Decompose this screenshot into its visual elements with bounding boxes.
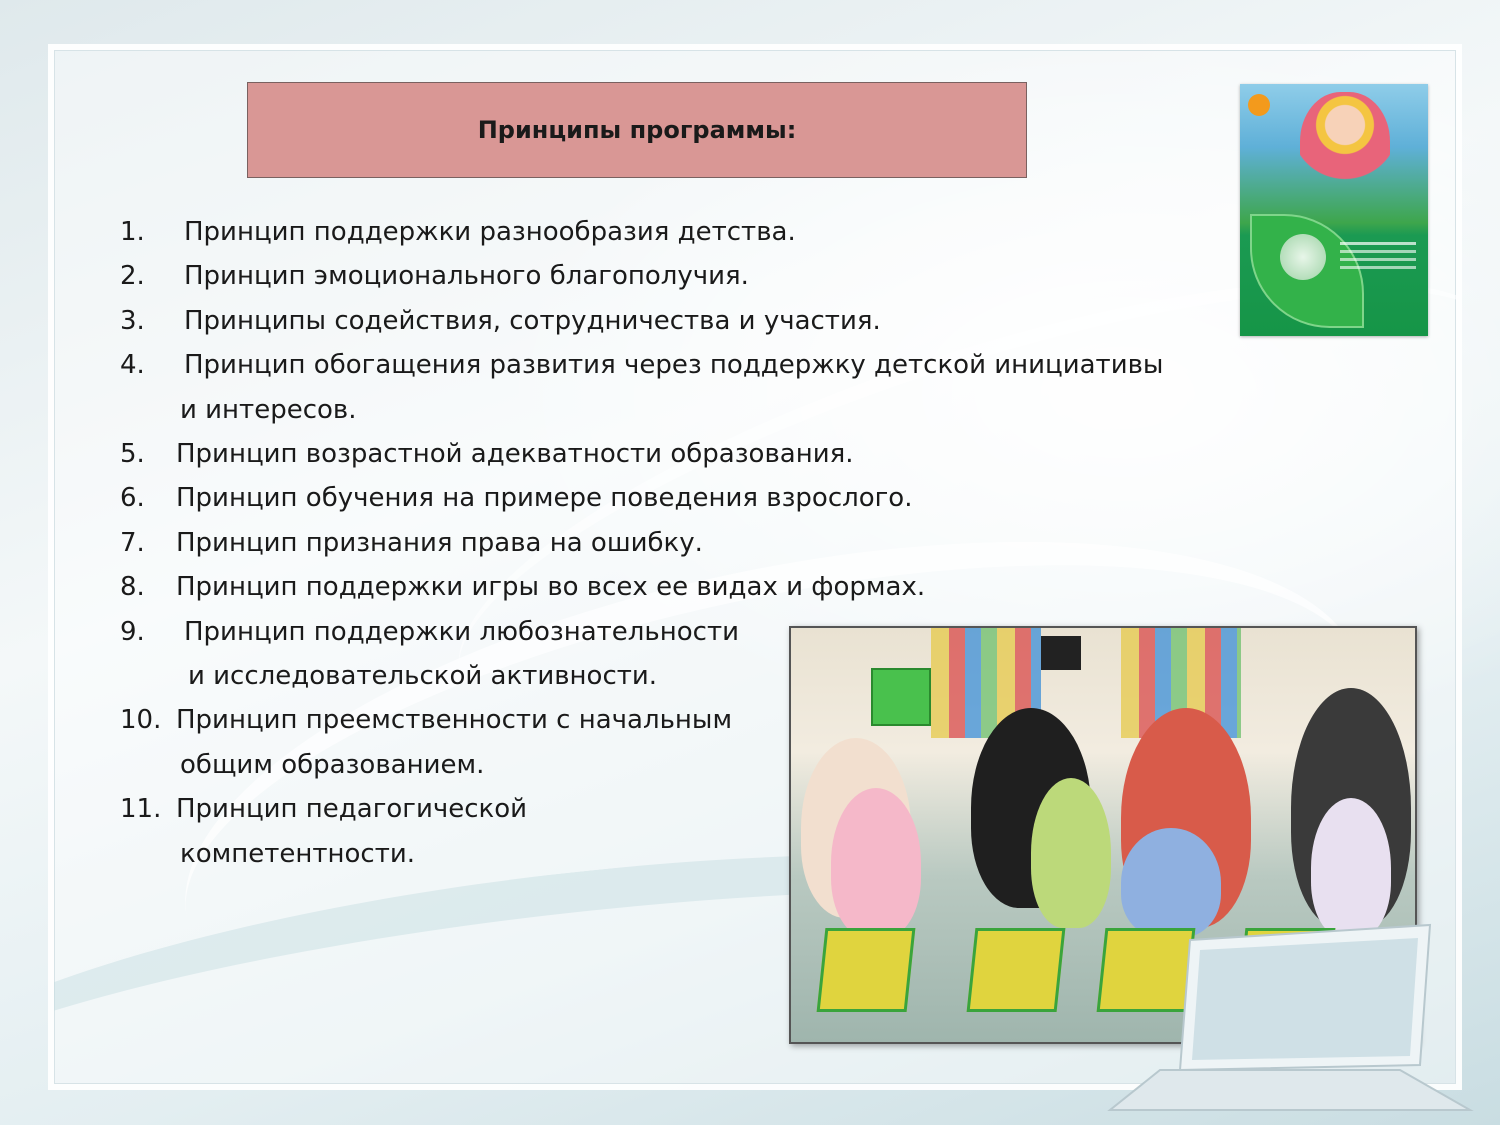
principle-number: 3. [120,305,145,336]
principle-text-continued: и интересов. [180,394,357,425]
children-with-teachers-photo [789,626,1417,1044]
cover-badge-icon [1248,94,1270,116]
principle-text: Принцип педагогической [176,794,527,825]
principle-text-continued: компетентности. [180,838,416,869]
principle-item-6 [120,476,1240,520]
principle-number: 9. [120,616,145,647]
principle-text: Принцип возрастной адекватности образования. [176,438,854,469]
cover-child-figure [1300,92,1390,202]
principle-text: Принцип поддержки любознательности [184,616,739,647]
principle-item-3 [120,299,1240,343]
photo-child [1121,828,1221,938]
principle-number: 4. [120,350,145,381]
cover-text-lines [1340,242,1416,245]
principle-item-4 [120,343,1240,432]
principle-item-5 [120,432,1240,476]
principle-text-continued: общим образованием. [180,749,485,780]
principle-text: Принцип поддержки игры во всех ее видах и формах. [176,572,926,603]
principle-number: 7. [120,527,145,558]
principle-text: Принципы содействия, сотрудничества и участия. [184,305,881,336]
slide-title: Принципы программы: [477,116,797,144]
photo-green-box [871,668,931,726]
principle-text: Принцип поддержки разнообразия детства. [184,217,796,247]
principle-number: 5. [120,438,145,469]
principle-text: Принцип обогащения развития через поддержку детской инициативы [184,350,1164,381]
principle-item-2 [120,254,1240,298]
principle-number: 1. [120,217,145,247]
slide [48,44,1462,1090]
photo-puzzle-board [1237,928,1336,1012]
photo-child [1311,798,1391,938]
principle-number: 10. [120,705,162,736]
principle-number: 6. [120,483,145,514]
principle-number: 11. [120,794,162,825]
principle-text: Принцип признания права на ошибку. [176,527,703,558]
principle-text-continued: и исследовательской активности. [188,660,658,691]
title-box [247,82,1027,178]
photo-puzzle-board [817,928,916,1012]
principle-text: Принцип эмоционального благополучия. [184,261,749,292]
photo-tv [1041,636,1081,670]
principle-item-8 [120,565,1240,609]
principle-text: Принцип обучения на примере поведения взрослого. [176,483,913,514]
photo-child [831,788,921,938]
principle-item-1 [120,210,1240,254]
principle-number: 2. [120,261,145,292]
photo-child [1031,778,1111,928]
photo-puzzle-board [1097,928,1196,1012]
program-book-cover-image [1240,84,1428,336]
photo-puzzle-board [967,928,1066,1012]
cover-emblem-icon [1280,234,1326,280]
principle-text: Принцип преемственности с начальным [176,705,733,736]
principle-item-7 [120,521,1240,565]
principle-number: 8. [120,572,145,603]
